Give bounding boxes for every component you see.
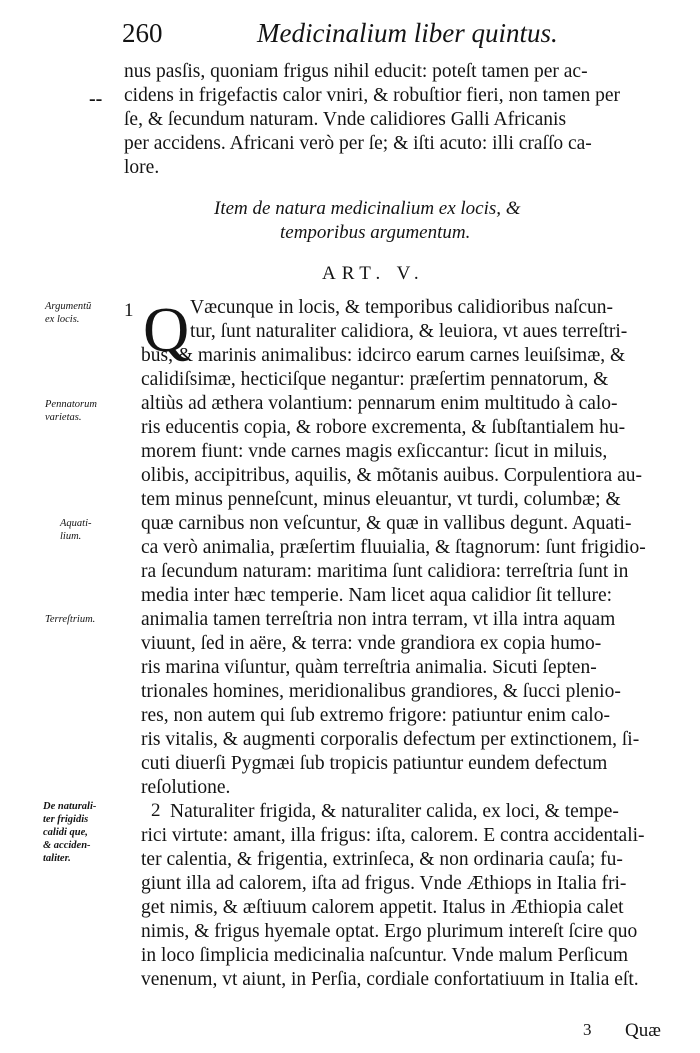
text-line: altiùs ad æthera volantium: pennarum enim multitudo à calo- xyxy=(141,393,618,414)
margin-note-line: Argumentũ xyxy=(45,301,92,312)
text-line: animalia tamen terreſtria non intra terram, vt illa intra aquam xyxy=(141,609,616,630)
text-line: per accidens. Africani verò per ſe; & iſti acuto: illi craſſo ca- xyxy=(124,133,592,154)
text-line: ris marina viſuntur, quàm terreſtria animalia. Sicuti ſepten- xyxy=(141,657,597,678)
text-line: cidens in frigefactis calor vniri, & robuſtior fieri, non tamen per xyxy=(124,85,621,106)
margin-note xyxy=(43,800,96,865)
margin-note-line: Aquati- xyxy=(60,518,92,529)
margin-note-line: calidi que, xyxy=(43,827,88,838)
margin-note xyxy=(45,398,97,424)
paragraph-number: 1 xyxy=(124,300,134,321)
text-line: Væcunque in locis, & temporibus calidioribus naſcun- xyxy=(190,297,613,318)
text-line: ra ſecundum naturam: maritima ſunt calidiora: terreſtria ſunt in xyxy=(141,561,629,582)
margin-marker: ‐‐ xyxy=(89,88,103,110)
text-line: venenum, vt aiunt, in Perſia, cordiale confortatiuum in Italia eſt. xyxy=(141,969,639,990)
margin-note xyxy=(45,300,91,326)
text-line: ca verò animalia, præſertim fluuialia, & ſtagnorum: ſunt frigidio- xyxy=(141,537,646,558)
page-header xyxy=(122,18,592,48)
text-line: ter calentia, & frigentia, extrinſeca, & non ordinaria cauſa; fu- xyxy=(141,849,623,870)
text-line: nimis, & frigus hyemale optat. Ergo plurimum intereſt ſcire quo xyxy=(141,921,638,942)
text-line: reſolutione. xyxy=(141,777,231,798)
text-line: get nimis, & æſtiuum calorem appetit. Italus in Æthiopia calet xyxy=(141,897,624,918)
margin-note xyxy=(60,517,92,543)
text-line: ris educentis copia, & robore excrementa, & ſubſtantialem hu- xyxy=(141,417,626,438)
text-line: nus pasſis, quoniam frigus nihil educit: poteſt tamen per ac- xyxy=(124,61,588,82)
section-heading-line: Item de natura medicinalium ex locis, & xyxy=(214,198,521,219)
margin-note xyxy=(45,613,95,626)
text-line: in loco ſimplicia medicinalia naſcuntur. Vnde malum Perſicum xyxy=(141,945,629,966)
text-line: morem fiunt: vnde carnes magis exſiccantur: ſicut in miluis, xyxy=(141,441,608,462)
text-line: ris vitalis, & augmenti corporalis defectum per extinctionem, ſi- xyxy=(141,729,640,750)
drop-cap: Q xyxy=(143,294,190,365)
margin-note-line: Terreſtrium. xyxy=(45,614,96,625)
article-title: ART. V. xyxy=(322,263,425,284)
text-line: tem minus penneſcunt, minus eleuantur, vt turdi, columbæ; & xyxy=(141,489,621,510)
text-line: trionales homines, meridionalibus grandiores, & ſucci plenio- xyxy=(141,681,621,702)
text-line: bus, & marinis animalibus: idcirco earum carnes leuiſsimæ, & xyxy=(141,345,626,366)
margin-note-line: Pennatorum xyxy=(45,399,97,410)
page-number: 260 xyxy=(122,18,163,48)
section-heading-line: temporibus argumentum. xyxy=(280,222,471,243)
text-line: res, non autem qui ſub extremo frigore: patiuntur enim calo- xyxy=(141,705,610,726)
text-line: cuti diuerſi Pygmæi ſub tropicis patiuntur eundem defectum xyxy=(141,753,608,774)
text-line: quæ carnibus non veſcuntur, & quæ in vallibus degunt. Aquati- xyxy=(141,513,632,534)
text-line: media inter hæc temperie. Nam licet aqua calidior ſit tellure: xyxy=(141,585,613,606)
signature-mark: 3 xyxy=(583,1020,592,1039)
margin-note-line: ter frigidis xyxy=(43,814,89,825)
text-line: giunt illa ad calorem, iſta ad frigus. Vnde Æthiops in Italia fri- xyxy=(141,873,627,894)
text-line: olibis, accipitribus, aquilis, & mõtanis auibus. Corpulentiora au- xyxy=(141,465,642,486)
margin-note-line: De naturali- xyxy=(43,801,97,812)
margin-note-line: lium. xyxy=(60,531,82,542)
text-line: ſe, & ſecundum naturam. Vnde calidiores Galli Africanis xyxy=(124,109,567,130)
text-line: viuunt, ſed in aëre, & terra: vnde grandiora ex copia humo- xyxy=(141,633,602,654)
text-line: lore. xyxy=(124,157,160,178)
margin-note-line: ex locis. xyxy=(45,314,80,325)
paragraph-number: 2 xyxy=(151,800,161,821)
text-line: calidiſsimæ, hecticiſque negantur: præſertim pennatorum, & xyxy=(141,369,609,390)
margin-note-line: varietas. xyxy=(45,412,82,423)
text-line: rici virtute: amant, illa frigus: iſta, calorem. E contra accidentali- xyxy=(141,825,645,846)
margin-note-line: taliter. xyxy=(43,853,71,864)
margin-note-line: & acciden- xyxy=(43,840,91,851)
running-title: Medicinalium liber quintus. xyxy=(257,18,558,48)
text-line: Naturaliter frigida, & naturaliter calida, ex loci, & tempe- xyxy=(170,801,619,822)
catchword: Quæ xyxy=(625,1020,661,1041)
text-line: tur, ſunt naturaliter calidiora, & leuiora, vt aues terreſtri- xyxy=(190,321,628,342)
